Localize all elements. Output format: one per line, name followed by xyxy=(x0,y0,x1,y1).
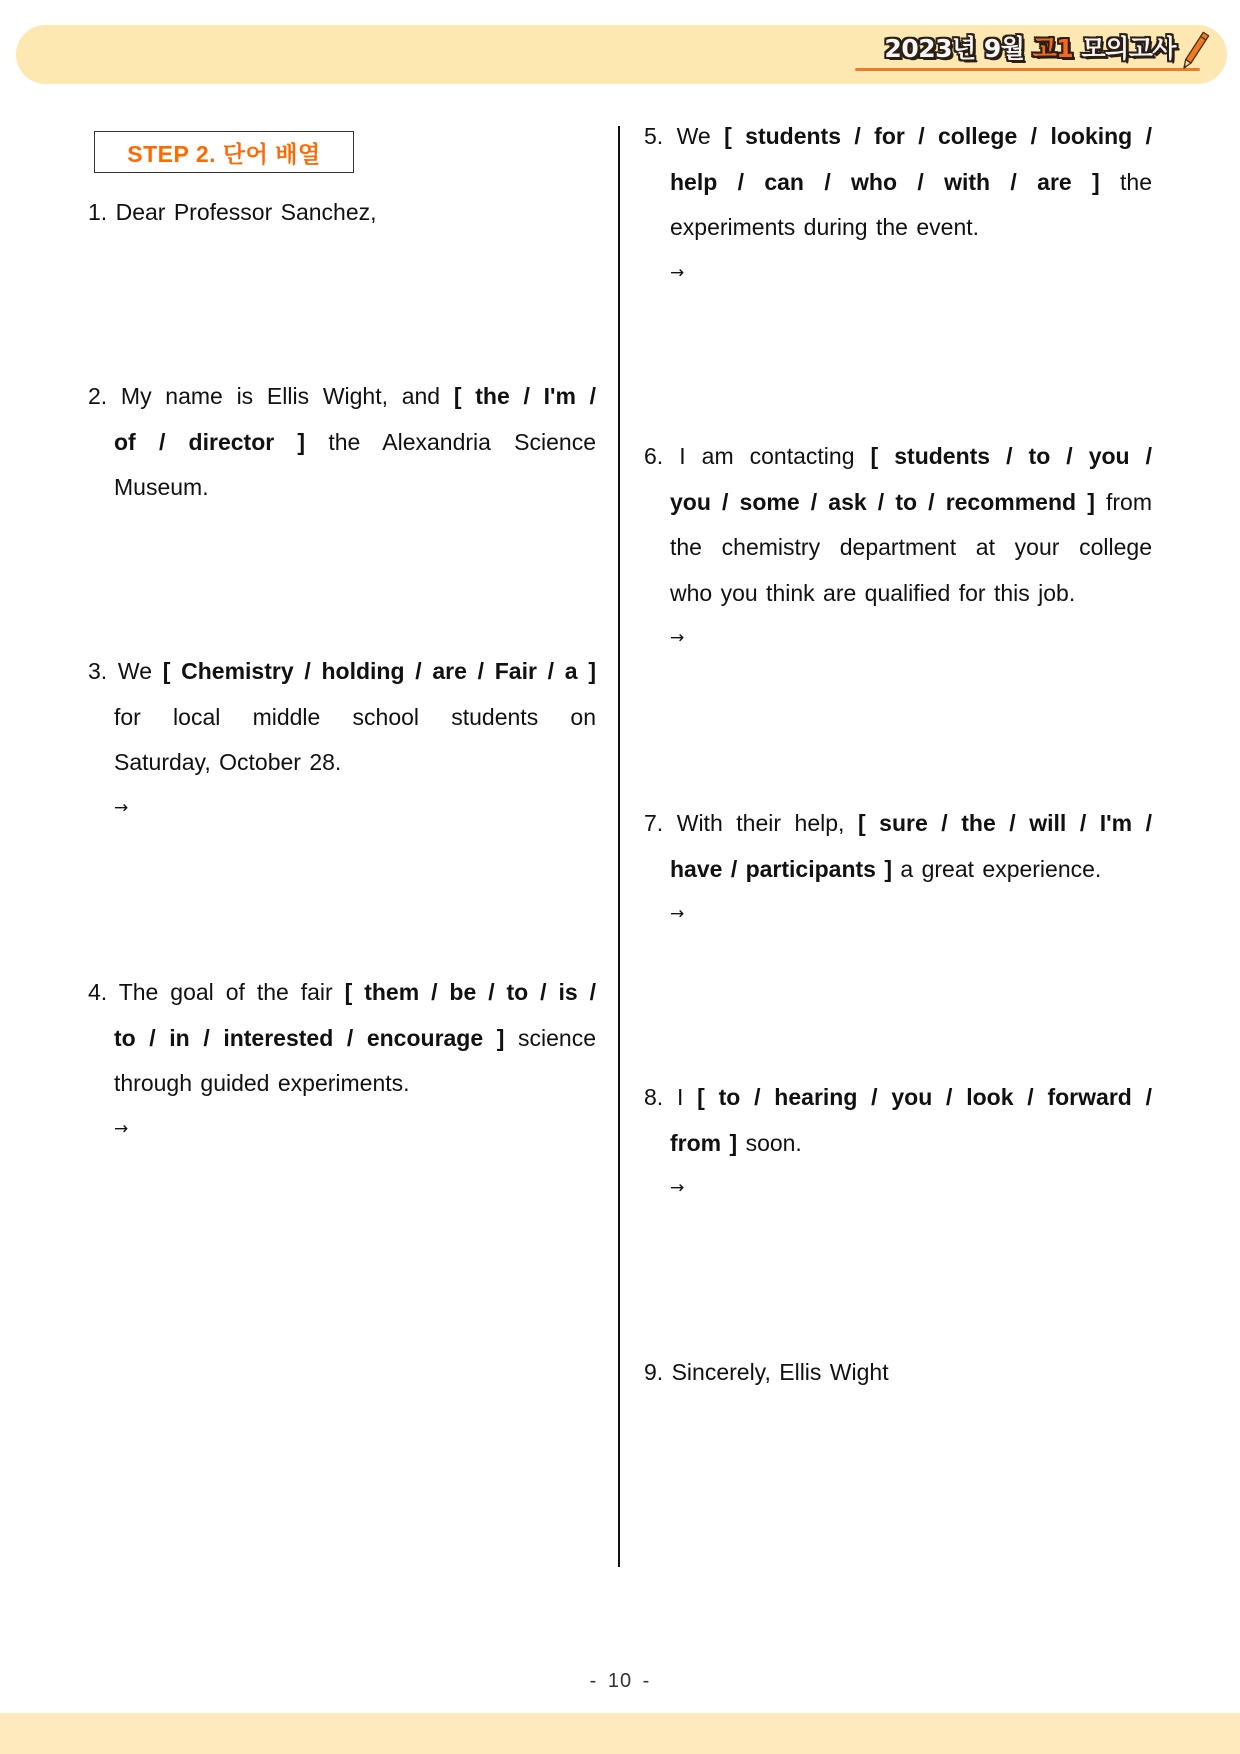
pencil-icon xyxy=(1180,30,1210,70)
question-line xyxy=(114,695,596,741)
word-choices: [ the / I'm / xyxy=(453,383,597,409)
question-line xyxy=(88,374,596,420)
question-number: 2. xyxy=(88,383,108,409)
answer-arrow-icon: → xyxy=(670,904,685,924)
footer-band xyxy=(0,1713,1240,1754)
word-choices: you / some / ask / to / recommend ] xyxy=(670,488,1095,515)
question-line xyxy=(670,1121,1152,1167)
word-choices: help / can / who / with / are ] xyxy=(670,168,1100,195)
sentence-text: the chemistry department at your college xyxy=(670,534,1152,560)
right-column xyxy=(644,0,1152,1754)
word-choices: from ] xyxy=(670,1129,738,1156)
step-label: STEP 2. 단어 배열 xyxy=(127,140,321,167)
word-choices: [ students / for / college / looking / xyxy=(724,123,1153,149)
exam-name: 모의고사 xyxy=(1081,34,1176,63)
question-3 xyxy=(88,649,596,831)
question-number: 4. xyxy=(88,979,108,1005)
question-number: 7. xyxy=(644,810,664,836)
answer-arrow-icon: → xyxy=(114,1118,129,1139)
sentence-text: experiments during the event. xyxy=(670,214,980,240)
question-number: 1. xyxy=(88,199,108,225)
sentence-text: from xyxy=(1106,488,1152,515)
question-line xyxy=(644,801,1152,847)
word-choices: [ students / to / you / xyxy=(870,443,1153,469)
question-line xyxy=(670,525,1152,571)
question-line xyxy=(670,205,1152,251)
question-4 xyxy=(88,970,596,1152)
page-number: - 10 - xyxy=(589,1670,651,1692)
sentence-text: I am contacting xyxy=(679,443,855,469)
sentence-text: through guided experiments. xyxy=(114,1070,410,1096)
question-8 xyxy=(644,1075,1152,1212)
question-line xyxy=(88,649,596,695)
sentence-text: Sincerely, Ellis Wight xyxy=(671,1359,889,1385)
word-choices: [ them / be / to / is / xyxy=(344,979,596,1005)
question-line xyxy=(644,434,1152,480)
left-column xyxy=(88,0,596,1754)
question-6 xyxy=(644,434,1152,662)
sentence-text: Saturday, October 28. xyxy=(114,749,342,775)
question-line xyxy=(114,740,596,786)
sentence-text: Dear Professor Sanchez, xyxy=(115,199,377,225)
sentence-text: We xyxy=(676,123,711,149)
sentence-text: soon. xyxy=(745,1129,802,1156)
question-2 xyxy=(88,374,596,511)
sentence-text: We xyxy=(117,658,153,684)
sentence-text: With their help, xyxy=(676,810,845,836)
answer-arrow-icon: → xyxy=(114,797,129,818)
question-line xyxy=(644,114,1152,160)
sentence-text: Museum. xyxy=(114,474,209,500)
question-5 xyxy=(644,114,1152,296)
question-number: 8. xyxy=(644,1084,664,1110)
word-choices: of / director ] xyxy=(114,428,306,455)
word-choices: to / in / interested / encourage ] xyxy=(114,1024,505,1051)
column-divider xyxy=(618,126,620,1567)
question-line xyxy=(670,847,1152,893)
question-number: 5. xyxy=(644,123,664,149)
sentence-text: the xyxy=(1120,168,1153,195)
question-line xyxy=(88,970,596,1016)
exam-date: 2023년 9월 xyxy=(884,34,1025,63)
word-choices: [ to / hearing / you / look / forward / xyxy=(697,1084,1152,1110)
question-7 xyxy=(644,801,1152,938)
question-line xyxy=(114,465,596,511)
sentence-text: science xyxy=(518,1024,597,1051)
answer-arrow-icon: → xyxy=(670,1178,685,1198)
sentence-text: a great experience. xyxy=(900,855,1102,882)
question-line xyxy=(644,1075,1152,1121)
answer-arrow-icon: → xyxy=(670,628,685,648)
question-number: 9. xyxy=(644,1359,664,1385)
question-line xyxy=(88,190,596,236)
question-line xyxy=(114,1061,596,1107)
answer-arrow-icon: → xyxy=(670,262,685,283)
word-choices: [ Chemistry / holding / are / Fair / a ] xyxy=(162,658,596,684)
sentence-text: who you think are qualified for this job. xyxy=(670,579,1076,606)
word-choices: have / participants ] xyxy=(670,855,893,882)
sentence-text: The goal of the fair xyxy=(118,979,333,1005)
question-line xyxy=(670,571,1152,617)
question-number: 3. xyxy=(88,658,108,684)
sentence-text: My name is Ellis Wight, and xyxy=(120,383,441,409)
sentence-text: for local middle school students on xyxy=(114,703,596,730)
question-line xyxy=(114,1016,596,1062)
question-number: 6. xyxy=(644,443,664,469)
word-choices: [ sure / the / will / I'm / xyxy=(857,810,1152,836)
question-line xyxy=(670,480,1152,526)
exam-grade: 고1 xyxy=(1032,34,1074,63)
sentence-text: I xyxy=(676,1084,684,1110)
question-line xyxy=(644,1350,1152,1396)
question-line xyxy=(670,160,1152,206)
question-9 xyxy=(644,1350,1152,1396)
sentence-text: the Alexandria Science xyxy=(328,428,596,455)
question-1 xyxy=(88,190,596,236)
question-line xyxy=(114,420,596,466)
